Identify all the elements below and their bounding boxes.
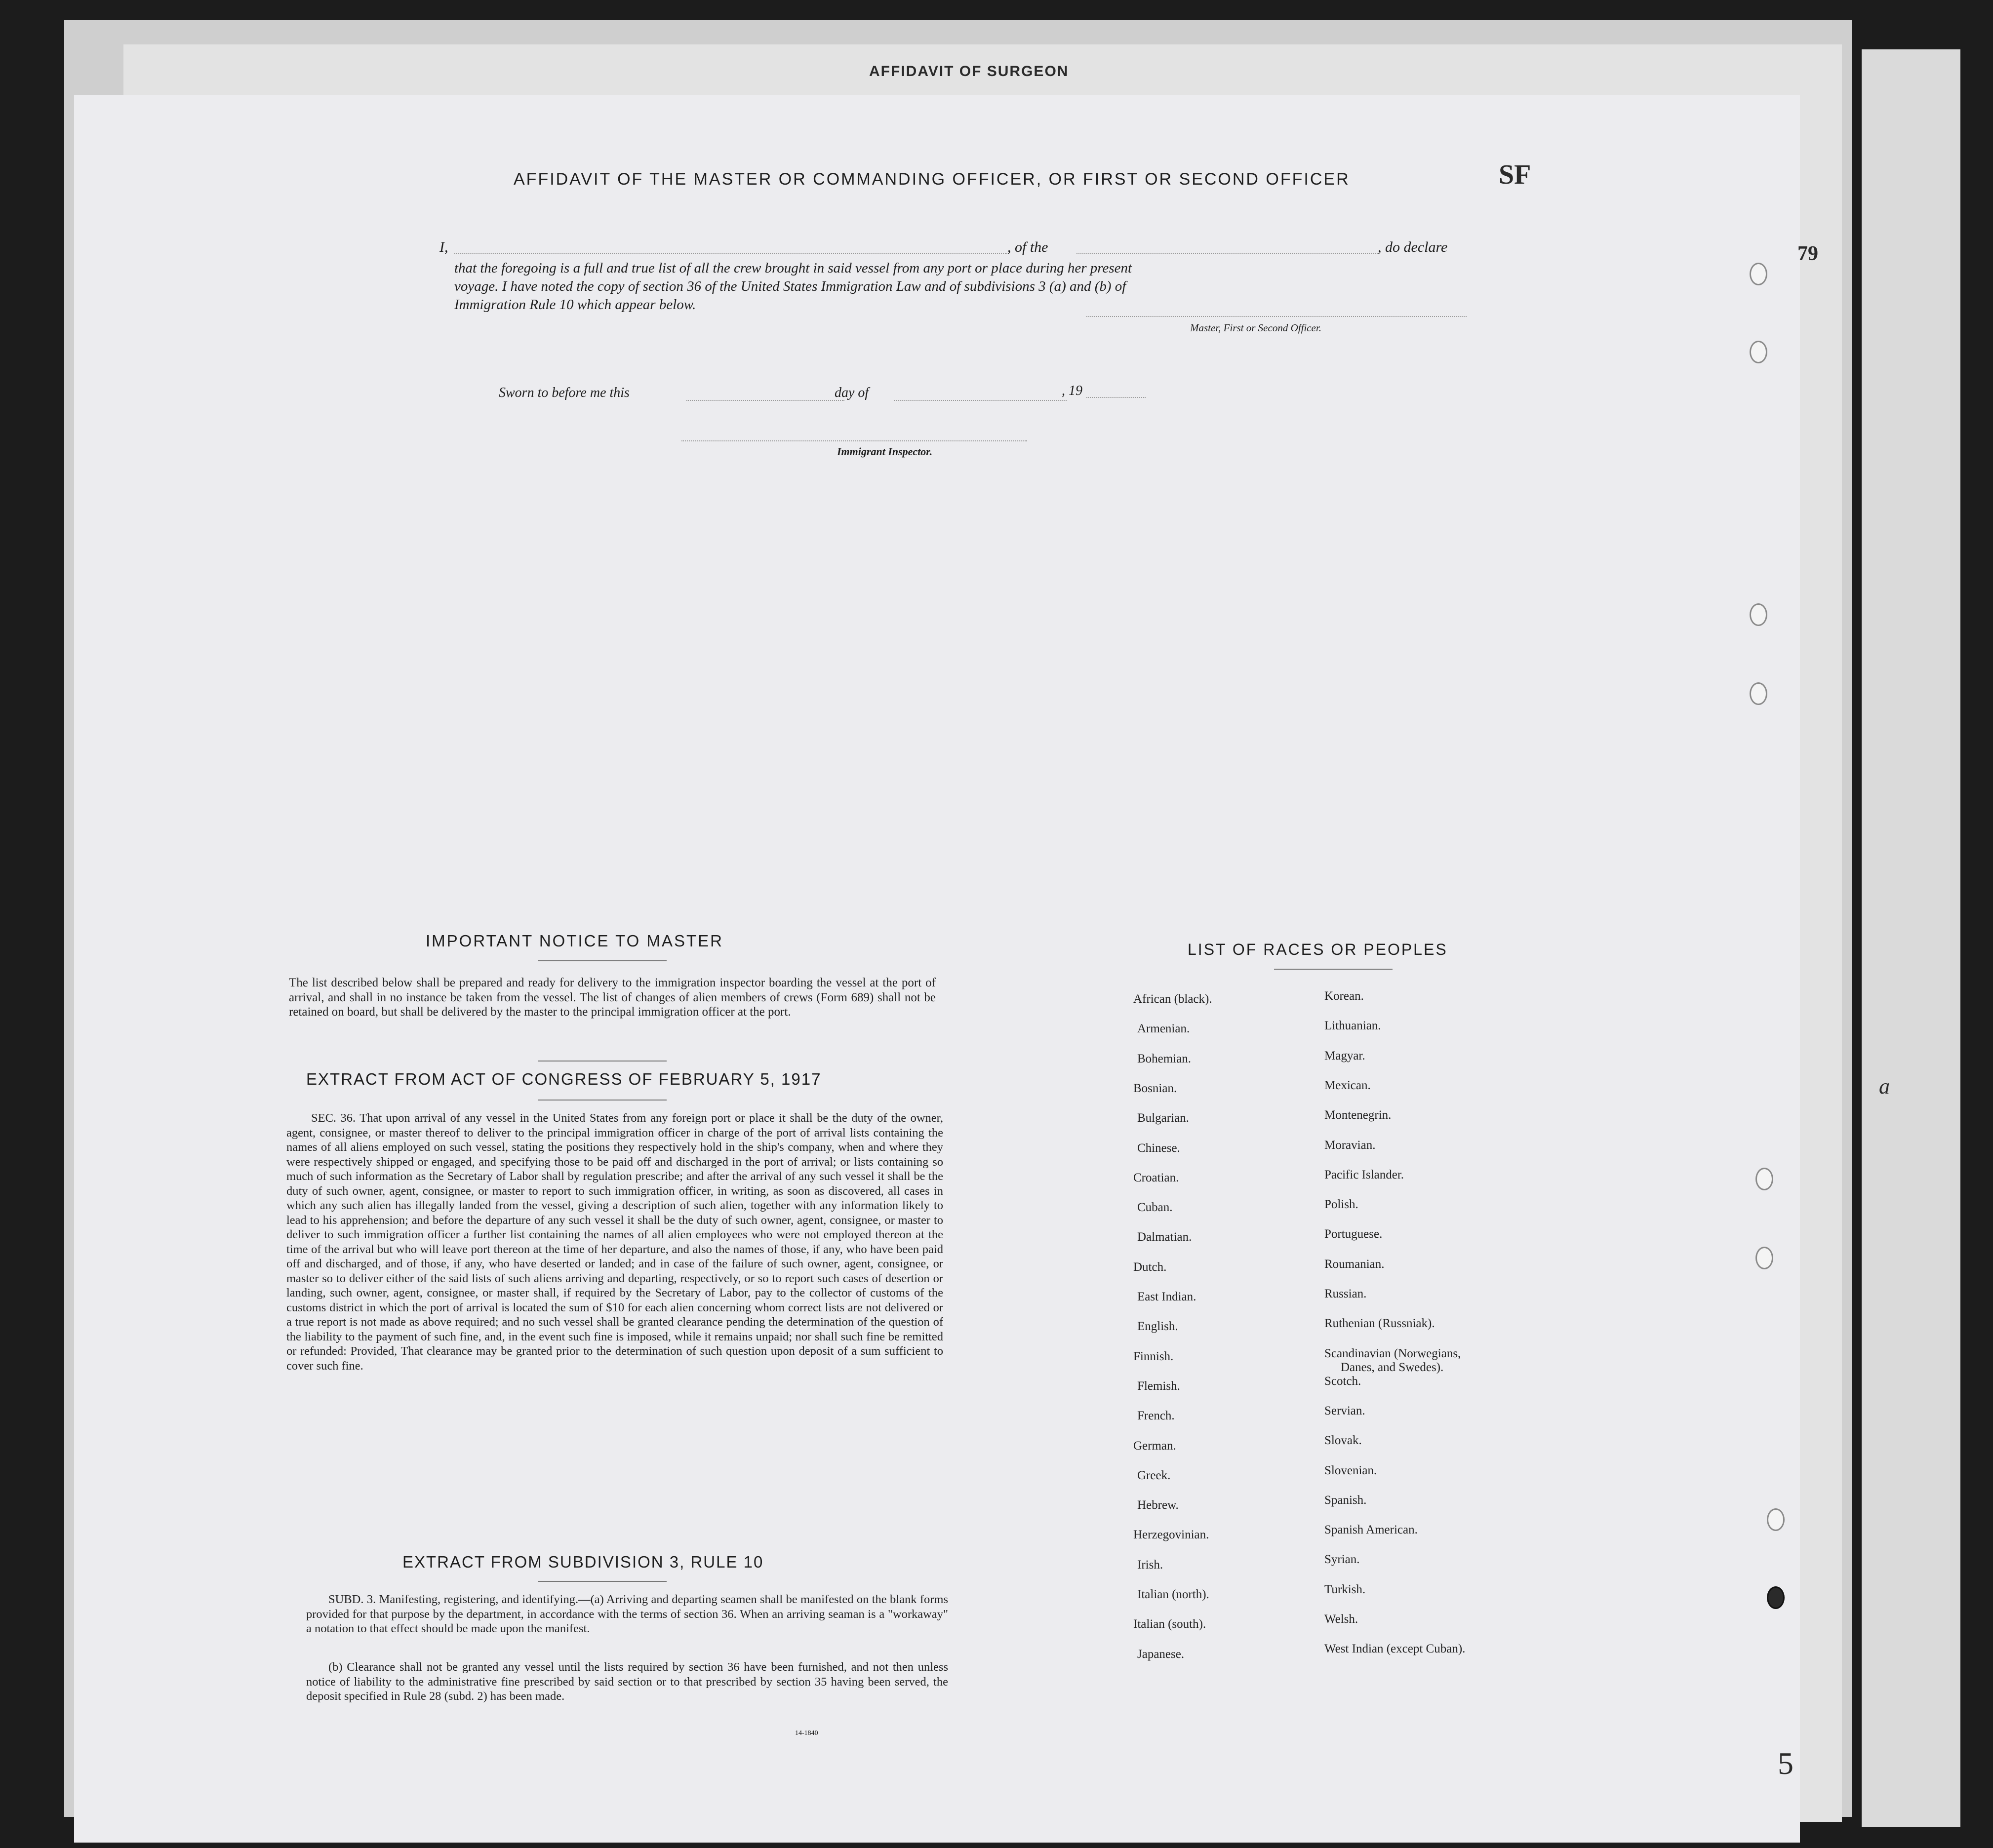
race-item: African (black).	[1133, 992, 1212, 1006]
handwritten-number: 79	[1797, 242, 1818, 265]
binder-hole	[1750, 682, 1767, 705]
affidavit-title: AFFIDAVIT OF THE MASTER OR COMMANDING OFFICER, OR FIRST OR SECOND OFFICER	[514, 170, 1350, 189]
race-item: Bulgarian.	[1137, 1111, 1189, 1125]
race-item: Finnish.	[1133, 1349, 1174, 1363]
race-item: German.	[1133, 1439, 1176, 1453]
affidavit-of-the: , of the	[1007, 239, 1048, 255]
race-item: Polish.	[1324, 1198, 1358, 1212]
inspector-signature-blank[interactable]	[681, 440, 1027, 441]
race-item: French.	[1137, 1409, 1175, 1423]
race-item: Herzegovinian.	[1133, 1528, 1209, 1542]
race-item: Dalmatian.	[1137, 1230, 1192, 1244]
binder-hole	[1750, 263, 1767, 285]
binder-hole	[1755, 1168, 1773, 1190]
races-rule	[1274, 969, 1393, 970]
race-item: East Indian.	[1137, 1290, 1196, 1303]
act-title: EXTRACT FROM ACT OF CONGRESS OF FEBRUARY 5, 1917	[306, 1070, 822, 1088]
inspector-label: Immigrant Inspector.	[837, 445, 933, 458]
race-item: Bohemian.	[1137, 1052, 1192, 1065]
race-item: Croatian.	[1133, 1171, 1179, 1184]
document-sheet	[74, 95, 1800, 1843]
handwritten-top-mark: SF	[1499, 159, 1531, 190]
race-item: Ruthenian (Russniak).	[1324, 1317, 1435, 1331]
race-item: Spanish.	[1324, 1493, 1367, 1507]
race-item: Japanese.	[1137, 1647, 1185, 1661]
right-edge-sheet	[1862, 49, 1960, 1827]
notice-title: IMPORTANT NOTICE TO MASTER	[426, 932, 724, 950]
rule-title-rule	[538, 1581, 667, 1582]
sworn-month-blank[interactable]	[894, 400, 1067, 401]
sworn-day-of: day of	[835, 385, 869, 400]
race-item: Irish.	[1137, 1558, 1163, 1572]
notice-body: The list described below shall be prepared and ready for delivery to the immigration inspector boarding the vessel at the port of arrival, and shall in no instance be taken from the vessel. The list of changes of alien members of crews (Form 689) shall not be retained on board, but shall be delivered by the master to the principal immigration officer at the port.	[289, 976, 936, 1019]
affidavit-body-line3: voyage. I have noted the copy of section 36 of the United States Immigration Law and of subdivisions 3 (a) and (b) of	[454, 278, 1126, 294]
race-item: Lithuanian.	[1324, 1019, 1381, 1033]
race-item: Italian (north).	[1137, 1588, 1209, 1601]
sworn-year: , 19	[1062, 383, 1082, 398]
race-item: English.	[1137, 1320, 1178, 1334]
vessel-blank[interactable]	[1076, 253, 1378, 254]
sworn-day-blank[interactable]	[686, 400, 844, 401]
race-item: Scandinavian (Norwegians,	[1324, 1346, 1461, 1360]
race-item: Syrian.	[1324, 1553, 1360, 1567]
act-rule-bottom	[538, 1100, 667, 1101]
binder-hole	[1750, 603, 1767, 626]
race-item: Montenegrin.	[1324, 1108, 1392, 1122]
race-item: Korean.	[1324, 989, 1364, 1003]
signature-blank[interactable]	[1086, 316, 1467, 317]
handwritten-margin-mark: a	[1879, 1074, 1890, 1099]
rule-title: EXTRACT FROM SUBDIVISION 3, RULE 10	[402, 1553, 764, 1571]
race-item: Slovak.	[1324, 1434, 1362, 1448]
race-item: Moravian.	[1324, 1138, 1376, 1152]
sworn-year-blank[interactable]	[1086, 397, 1146, 398]
signature-label: Master, First or Second Officer.	[1190, 322, 1321, 334]
race-item: Chinese.	[1137, 1141, 1180, 1155]
race-item: Welsh.	[1324, 1612, 1358, 1626]
race-item: Magyar.	[1324, 1049, 1365, 1062]
race-item: Servian.	[1324, 1404, 1365, 1417]
rule-para-b: (b) Clearance shall not be granted any vessel until the lists required by section 36 have been furnished, and not then unless notice of liability to the administrative fine prescribed by said section or to that prescribed by section 35 having been served, the deposit specified in Rule 28 (subd. 2) has been made.	[306, 1660, 948, 1703]
races-title: LIST OF RACES OR PEOPLES	[1188, 941, 1448, 958]
binder-hole	[1750, 341, 1767, 363]
race-item: Dutch.	[1133, 1260, 1167, 1274]
race-item: Spanish American.	[1324, 1523, 1418, 1537]
race-item: Mexican.	[1324, 1078, 1371, 1092]
race-item: Italian (south).	[1133, 1617, 1206, 1631]
act-rule-top	[538, 1061, 667, 1062]
handwritten-bottom-mark: 5	[1778, 1746, 1794, 1781]
rule-para-a: SUBD. 3. Manifesting, registering, and identifying.—(a) Arriving and departing seamen shall be manifested on the blank forms provided for that purpose by the department, in accordance with the terms of section 36. When an arriving seaman is a "workaway" a notation to that effect should be made upon the manifest.	[306, 1593, 948, 1635]
affidavit-body-line2: that the foregoing is a full and true list of all the crew brought in said vessel from any port or place during her present	[454, 260, 1132, 276]
race-item: Russian.	[1324, 1287, 1367, 1300]
affidavit-body-line4: Immigration Rule 10 which appear below.	[454, 297, 696, 313]
affidavit-i: I,	[439, 239, 448, 255]
race-item: Portuguese.	[1324, 1227, 1383, 1241]
race-item: Flemish.	[1137, 1379, 1180, 1393]
name-blank[interactable]	[454, 253, 1007, 254]
form-number: 14-1840	[795, 1730, 818, 1737]
race-item: Slovenian.	[1324, 1463, 1377, 1477]
affidavit-do-declare: , do declare	[1378, 239, 1448, 255]
race-item: Hebrew.	[1137, 1498, 1179, 1512]
race-item: Scotch.	[1324, 1374, 1361, 1388]
race-item: Pacific Islander.	[1324, 1168, 1404, 1181]
race-item: West Indian (except Cuban).	[1324, 1642, 1466, 1656]
binder-hole	[1767, 1508, 1785, 1531]
race-item: Danes, and Swedes).	[1341, 1360, 1444, 1374]
binder-hole	[1767, 1586, 1785, 1609]
act-body: SEC. 36. That upon arrival of any vessel in the United States from any foreign port or place it shall be the duty of the owner, agent, consignee, or master thereof to deliver to the principal immigration officer in charge of the port of arrival lists containing the names of all aliens employed on such vessel, stating the positions they respectively hold in the ship's company, when and where they were respectively shipped or engaged, and specifying those to be paid off and discharged in the port of arrival; or lists containing so much of such information as the Secretary of Labor shall by regulation prescribe; and after the arrival of any such vessel it shall be the duty of such owner, agent, consignee, or master to report to such immigration officer, in writing, as soon as discovered, all cases in which any such alien has illegally landed from the vessel, giving a description of such alien, together with any information likely to lead to his apprehension; and before the departure of any such vessel it shall be the duty of such owner, agent, consignee, or master to deliver to such immigration officer a further list containing the names of all alien employees who were not employed thereon at the time of the arrival but who will leave port thereon at the time of her departure, and also the names of those, if any, who have been paid off and discharged, and of those, if any, who have deserted or landed; and in case of the failure of such owner, agent, consignee, or master so to deliver either of the said lists of such aliens arriving and departing, respectively, or so to report such cases of desertion or landing, such owner, agent, consignee, or master shall, if required by the Secretary of Labor, pay to the collector of customs of the customs district in which the port of arrival is located the sum of $10 for each alien concerning whom correct lists are not delivered or a true report is not made as above required; and no such vessel shall be granted clearance pending the determination of the question of the liability to the payment of such fine, and, in the event such fine is imposed, while it remains unpaid; nor shall such fine be remitted or refunded: Provided, That clearance may be granted prior to the determination of such question upon deposit of a sum sufficient to cover such fine.	[286, 1111, 943, 1373]
sworn-text: Sworn to before me this	[499, 385, 630, 400]
race-item: Armenian.	[1137, 1022, 1190, 1036]
background-form-title: AFFIDAVIT OF SURGEON	[869, 63, 1069, 79]
binder-hole	[1755, 1247, 1773, 1269]
race-item: Cuban.	[1137, 1201, 1173, 1215]
race-item: Turkish.	[1324, 1582, 1366, 1596]
notice-rule	[538, 960, 667, 961]
race-item: Greek.	[1137, 1468, 1171, 1482]
race-item: Bosnian.	[1133, 1081, 1177, 1095]
race-item: Roumanian.	[1324, 1257, 1385, 1271]
